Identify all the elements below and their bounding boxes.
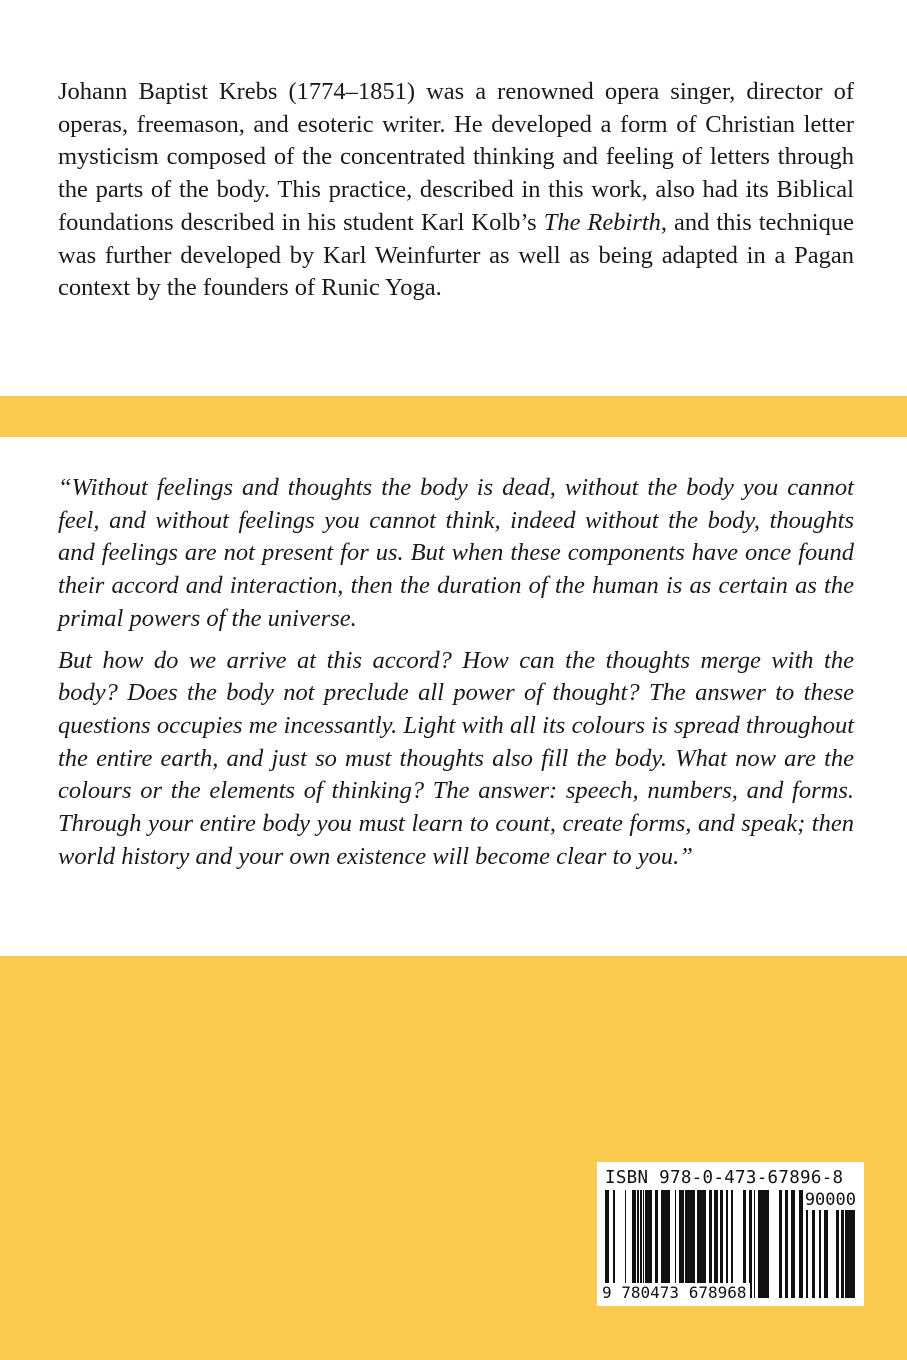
barcode-bar <box>635 1190 636 1298</box>
barcode-bar <box>668 1190 670 1298</box>
barcode-bar <box>697 1190 699 1298</box>
accent-stripe <box>0 396 907 437</box>
barcode-bar <box>640 1190 642 1298</box>
barcode-bar <box>675 1190 676 1298</box>
barcode-bar <box>711 1190 712 1298</box>
barcode-bar <box>779 1190 782 1298</box>
barcode-bar <box>632 1190 635 1298</box>
barcode-bar <box>693 1190 695 1298</box>
quotation-block <box>58 472 854 873</box>
barcode-bar <box>785 1190 788 1298</box>
barcode-bar <box>766 1190 768 1298</box>
price-addon: 90000 <box>804 1190 856 1210</box>
barcode-bar <box>743 1190 746 1298</box>
barcode-bar <box>720 1190 722 1298</box>
description-paragraph <box>58 76 854 305</box>
barcode-bar <box>645 1190 647 1298</box>
quote-paragraph-1: “Without feelings and thoughts the body is dead, without the body you cannot feel, and without feelings you cannot think, indeed without the body, thoughts and feelings are not present for us. But when these components have once found their accord and interaction, then the duration of the human is as certain as the primal powers of the universe. <box>58 474 854 632</box>
barcode-bar <box>664 1190 665 1298</box>
barcode-bar <box>647 1190 650 1298</box>
barcode-bar <box>722 1190 723 1298</box>
barcode-bar <box>691 1190 692 1298</box>
barcode-bar <box>709 1190 711 1298</box>
barcode-bar <box>714 1190 716 1298</box>
barcode-bar <box>643 1190 644 1298</box>
barcode-bar <box>716 1190 718 1298</box>
barcode-bar <box>731 1190 733 1298</box>
barcode-bar <box>702 1190 705 1298</box>
description-text-start: Johann Baptist Krebs (1774–1851) was a renowned opera singer, director of operas, freemason, and esoteric writer. He developed a form of Christian letter mysticism composed of the concentrated thinking and feeling of letters through the parts of the body. This practice, described in this work, also had its Biblical foundations described in his student Karl Kolb’s <box>58 78 854 236</box>
barcode-bar <box>650 1190 652 1298</box>
barcode-bar <box>754 1190 755 1298</box>
quote-paragraph-2: But how do we arrive at this accord? How can the thoughts merge with the body? Does the body not preclude all power of thought? The answer to these questions occupies me incessantly. Light with all its colours is spread throughout the entire earth, and just so must thoughts also fill the body. What now are the colours or the elements of thinking? The answer: speech, numbers, and forms. Through your entire body you must learn to count, create forms, and speak; then world history and your own existence will become clear to you.” <box>58 646 854 870</box>
barcode-bar <box>705 1190 706 1298</box>
barcode-bar <box>637 1190 639 1298</box>
barcode-bar <box>758 1190 761 1298</box>
barcode-digits: 9 780473 678968 <box>599 1283 750 1302</box>
isbn-barcode <box>597 1162 864 1306</box>
barcode-bar <box>750 1190 752 1298</box>
description-blurb <box>58 76 854 305</box>
barcode-bar <box>726 1190 728 1298</box>
barcode-bar <box>688 1190 691 1298</box>
barcode-bar <box>699 1190 702 1298</box>
barcode-bar <box>679 1190 682 1298</box>
barcode-bar <box>799 1190 801 1298</box>
isbn-label: ISBN 978-0-473-67896-8 <box>605 1168 844 1188</box>
barcode-bar <box>792 1190 795 1298</box>
barcode-bar <box>685 1190 688 1298</box>
barcode-bar <box>749 1190 750 1298</box>
barcode-bar <box>605 1190 607 1298</box>
description-text-end: , and this technique was further developed by Karl Weinfurter as well as being adapted in a Pagan context by the founders of Runic Yoga. <box>58 208 854 302</box>
barcode-bar <box>761 1190 764 1298</box>
barcode-bar <box>764 1190 766 1298</box>
barcode-bar <box>625 1190 626 1298</box>
book-title-the-rebirth: The Rebirth <box>543 208 661 236</box>
barcode-bar <box>692 1190 693 1298</box>
barcode-bar <box>613 1190 615 1298</box>
barcode-bar <box>665 1190 668 1298</box>
barcode-bar <box>655 1190 658 1298</box>
barcode-bar <box>791 1190 792 1298</box>
barcode-bar <box>682 1190 684 1298</box>
barcode-bar <box>607 1190 609 1298</box>
barcode-bar <box>661 1190 664 1298</box>
barcode-bar <box>768 1190 769 1298</box>
